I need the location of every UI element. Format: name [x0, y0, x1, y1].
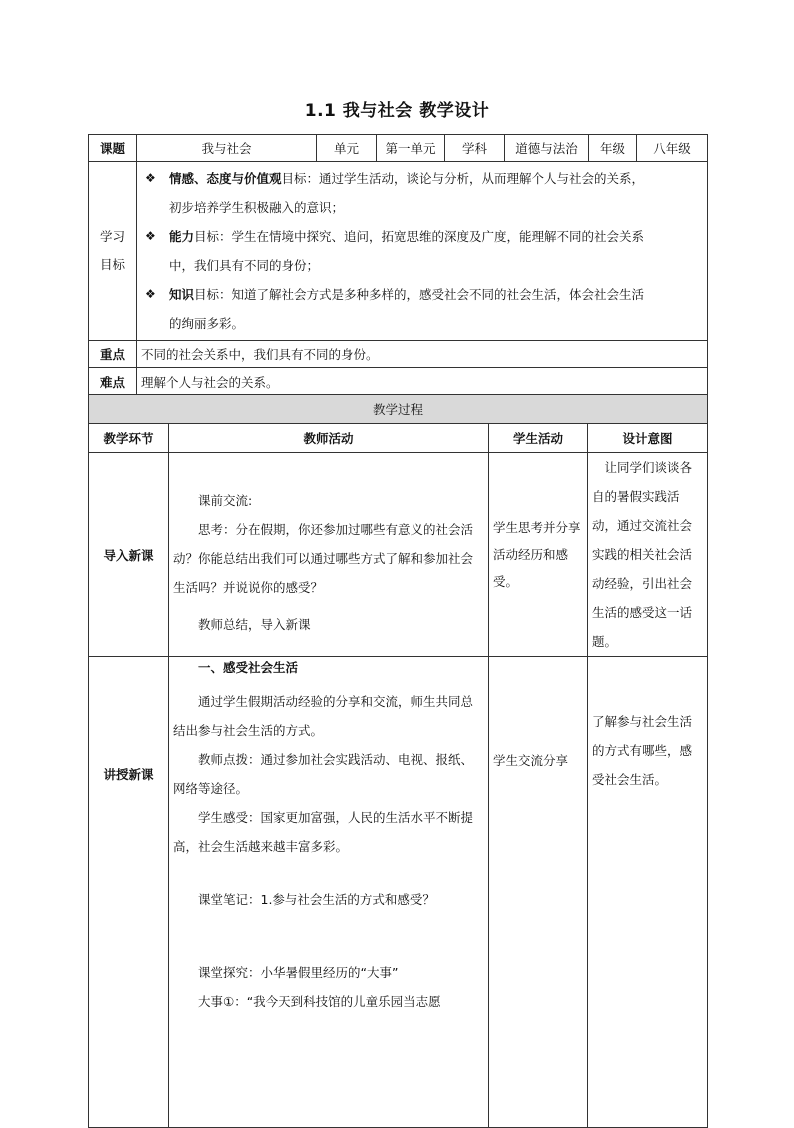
goal-suffix: 目标：	[281, 171, 320, 186]
design-intro-text: 让同学们谈谈各自的暑假实践活动，通过交流社会实践的相关社会活动经验，引出社会生活的感受这一话题。	[592, 460, 693, 649]
diamond-bullet-icon: ❖	[145, 229, 156, 243]
key-point-text: 不同的社会关系中，我们具有不同的身份。	[137, 341, 708, 368]
design-lecture-text: 了解参与社会生活的方式有哪些，感受社会生活。	[592, 714, 693, 787]
goal-item	[141, 280, 703, 338]
header-design: 设计意图	[588, 424, 708, 453]
student-lecture: 学生交流分享	[489, 657, 588, 1128]
goal-text-line1: 学生在情境中探究、追问，拓宽思维的深度及广度，能理解不同的社会关系	[231, 229, 645, 244]
goals-label	[89, 162, 137, 341]
goals-cell	[137, 162, 708, 341]
info-table	[88, 134, 708, 397]
intro-line: 课前交流:	[198, 493, 253, 508]
goals-list	[141, 164, 703, 338]
header-student: 学生活动	[489, 424, 588, 453]
diamond-bullet-icon: ❖	[145, 287, 156, 301]
design-intro	[588, 453, 708, 657]
goal-item	[141, 222, 703, 280]
lecture-line: 课堂探究：小华暑假里经历的“大事”	[198, 965, 399, 980]
goal-text-line1: 知道了解社会方式是多种多样的，感受社会不同的社会生活，体会社会生活	[231, 287, 645, 302]
goal-suffix: 目标：	[194, 287, 232, 302]
header-teacher: 教师活动	[169, 424, 489, 453]
goal-name: 能力	[169, 229, 195, 244]
intro-line: 教师总结，导入新课	[198, 617, 311, 632]
goals-label-line1: 学习	[99, 229, 125, 244]
goal-suffix: 目标：	[194, 229, 232, 244]
process-table	[88, 394, 708, 1128]
grade-value: 八年级	[637, 135, 708, 162]
teacher-intro	[169, 453, 489, 657]
key-point-label: 重点	[89, 341, 137, 368]
subject-label: 学科	[445, 135, 505, 162]
intro-line: 思考：分在假期，你还参加过哪些有意义的社会活动？你能总结出我们可以通过哪些方式了解和参加社会生活吗？并说说你的感受？	[173, 522, 474, 595]
difficulty-text: 理解个人与社会的关系。	[137, 368, 708, 397]
goal-item	[141, 164, 703, 222]
lecture-line: 大事①：“我今天到科技馆的儿童乐园当志愿	[198, 994, 441, 1009]
process-title: 教学过程	[89, 395, 708, 424]
difficulty-label: 难点	[89, 368, 137, 397]
goals-label-line2: 目标	[99, 257, 125, 272]
diamond-bullet-icon: ❖	[145, 171, 156, 185]
stage-intro: 导入新课	[89, 453, 169, 657]
goal-name: 知识	[169, 287, 195, 302]
unit-label: 单元	[317, 135, 377, 162]
lecture-heading: 一、感受社会生活	[198, 660, 299, 675]
lecture-line: 课堂笔记：1.参与社会生活的方式和感受？	[198, 892, 435, 907]
goal-text-line1: 通过学生活动，谈论与分析，从而理解个人与社会的关系，	[319, 171, 645, 186]
goal-name: 情感、态度与价值观	[169, 171, 282, 186]
keti-value: 我与社会	[137, 135, 317, 162]
keti-label: 课题	[89, 135, 137, 162]
goal-text-line2: 初步培养学生积极融入的意识；	[169, 200, 345, 215]
unit-value: 第一单元	[377, 135, 445, 162]
lecture-line: 教师点拨：通过参加社会实践活动、电视、报纸、网络等途径。	[173, 752, 474, 796]
header-stage: 教学环节	[89, 424, 169, 453]
teacher-lecture	[169, 657, 489, 1128]
page-title: 1.1 我与社会 教学设计	[304, 101, 490, 121]
design-lecture	[588, 657, 708, 1128]
subject-value: 道德与法治	[505, 135, 589, 162]
goal-text-line2: 中，我们具有不同的身份；	[169, 258, 320, 273]
lecture-line: 学生感受：国家更加富强，人民的生活水平不断提高，社会生活越来越丰富多彩。	[173, 810, 474, 854]
goal-text-line2: 的绚丽多彩。	[169, 316, 245, 331]
stage-lecture: 讲授新课	[89, 657, 169, 1128]
grade-label: 年级	[589, 135, 637, 162]
lecture-line: 通过学生假期活动经验的分享和交流，师生共同总结出参与社会生活的方式。	[173, 694, 474, 738]
student-intro	[489, 453, 588, 657]
student-intro-text: 学生思考并分享活动经历和感受。	[493, 520, 581, 589]
